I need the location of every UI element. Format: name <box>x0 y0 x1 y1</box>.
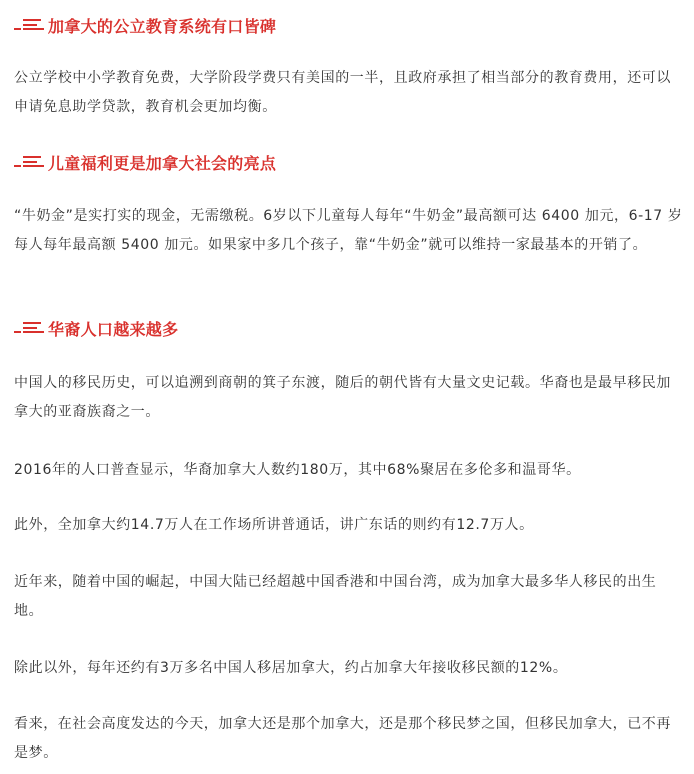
heading-marker-icon <box>14 153 44 171</box>
section-title: 儿童福利更是加拿大社会的亮点 <box>48 153 277 173</box>
section-heading-child-welfare <box>14 149 276 175</box>
heading-marker-icon <box>14 16 44 34</box>
section-title: 加拿大的公立教育系统有口皆碑 <box>48 16 277 36</box>
section-heading-chinese-population <box>14 315 178 341</box>
paragraph: 近年来，随着中国的崛起，中国大陆已经超越中国香港和中国台湾，成为加拿大最多华人移民的出生地。 <box>14 574 657 619</box>
paragraph: 2016年的人口普查显示，华裔加拿大人数约180万，其中68%聚居在多伦多和温哥华。 <box>14 462 581 478</box>
paragraph: 中国人的移民历史，可以追溯到商朝的箕子东渡，随后的朝代皆有大量文史记载。华裔也是最早移民加拿大的亚裔族裔之一。 <box>14 375 671 420</box>
paragraph: 除此以外，每年还约有3万多名中国人移居加拿大，约占加拿大年接收移民额的12%。 <box>14 660 568 676</box>
heading-marker-icon <box>14 319 44 337</box>
section-title: 华裔人口越来越多 <box>48 319 179 339</box>
paragraph: 看来，在社会高度发达的今天，加拿大还是那个加拿大，还是那个移民梦之国，但移民加拿大，已不再是梦。 <box>14 716 671 761</box>
paragraph: 此外，全加拿大约14.7万人在工作场所讲普通话，讲广东话的则约有12.7万人。 <box>14 517 534 533</box>
section-heading-education <box>14 12 276 38</box>
paragraph: “牛奶金”是实打实的现金，无需缴税。6岁以下儿童每人每年“牛奶金”最高额可达 6400 加元，6-17 岁每人每年最高额 5400 加元。如果家中多几个孩子，靠“牛奶金”就可以维持一家最基本的开销了。 <box>14 208 683 253</box>
paragraph: 公立学校中小学教育免费，大学阶段学费只有美国的一半，且政府承担了相当部分的教育费用，还可以申请免息助学贷款，教育机会更加均衡。 <box>14 70 671 115</box>
